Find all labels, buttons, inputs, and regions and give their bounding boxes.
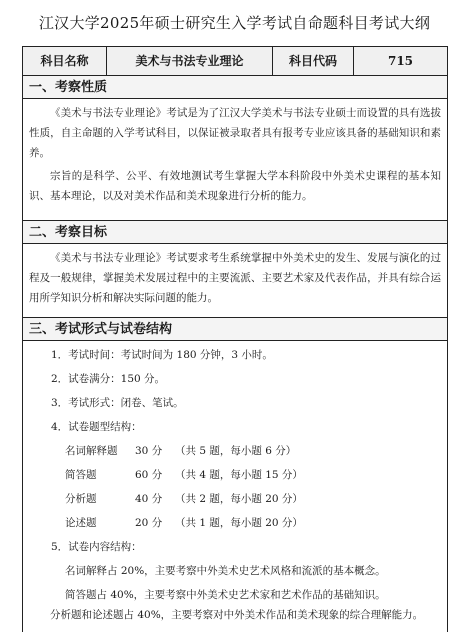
section-nature-paragraph-2: 宗旨的是科学、公平、有效地测试考生掌握大学本科阶段中外美术史课程的基本知识、基本理论，以及对美术作品和美术现象进行分析的能力。 <box>29 170 441 202</box>
question-type-detail: （共 2 题，每小题 20 分） <box>175 493 303 505</box>
syllabus-sheet <box>22 46 448 632</box>
subject-name-label: 科目名称 <box>23 47 107 75</box>
section-heading-objectives: 二、考察目标 <box>23 220 447 244</box>
format-item-score: 2．试卷满分：150 分。 <box>51 373 166 385</box>
format-item-mode: 3．考试形式：闭卷、笔试。 <box>51 397 184 409</box>
question-type-detail: （共 4 题，每小题 15 分） <box>175 469 303 481</box>
document-title: 江汉大学2025年硕士研究生入学考试自命题科目考试大纲 <box>38 14 431 32</box>
question-type-name: 分析题 <box>65 493 97 505</box>
question-type-name: 名词解释题 <box>65 445 118 457</box>
section-objectives-paragraph-1: 《美术与书法专业理论》考试要求考生系统掌握中外美术史的发生、发展与演化的过程及一般规律，掌握美术发展过程中的主要流派、主要艺术家及代表作品，并具有综合运用所学知识分析和解决实际问题的能力。 <box>29 252 441 304</box>
question-type-score: 30 分 <box>135 445 163 457</box>
subject-code-label: 科目代码 <box>273 47 354 75</box>
content-line-analysis: 分析题和论述题占 40%，主要考察对中外美术作品和美术现象的综合理解能力。 <box>50 609 424 621</box>
subject-info-row <box>23 47 447 76</box>
question-type-score: 20 分 <box>135 517 163 529</box>
content-line-short-answer: 简答题占 40%，主要考察中外美术史艺术家和艺术作品的基础知识。 <box>65 589 386 601</box>
section-heading-nature: 一、考察性质 <box>23 75 447 99</box>
subject-name-value: 美术与书法专业理论 <box>107 47 273 75</box>
section-nature-paragraph-1: 《美术与书法专业理论》考试是为了江汉大学美术与书法专业硕士而设置的具有选拔性质，自主命题的入学考试科目，以保证被录取者具有报考专业应该具备的基础知识和素养。 <box>29 107 441 159</box>
format-item-structure: 4．试卷题型结构： <box>51 421 142 433</box>
question-type-score: 40 分 <box>135 493 163 505</box>
format-item-time: 1．考试时间：考试时间为 180 分钟，3 小时。 <box>51 349 273 361</box>
subject-code-value: 715 <box>354 47 447 75</box>
question-type-name: 论述题 <box>65 517 97 529</box>
question-type-score: 60 分 <box>135 469 163 481</box>
content-line-terms: 名词解释占 20%，主要考察中外美术史艺术风格和流派的基本概念。 <box>65 565 386 577</box>
question-type-detail: （共 5 题，每小题 6 分） <box>175 445 297 457</box>
question-type-name: 简答题 <box>65 469 97 481</box>
question-type-detail: （共 1 题，每小题 20 分） <box>175 517 303 529</box>
format-item-content-structure: 5．试卷内容结构： <box>51 541 142 553</box>
section-heading-format: 三、考试形式与试卷结构 <box>23 317 447 341</box>
